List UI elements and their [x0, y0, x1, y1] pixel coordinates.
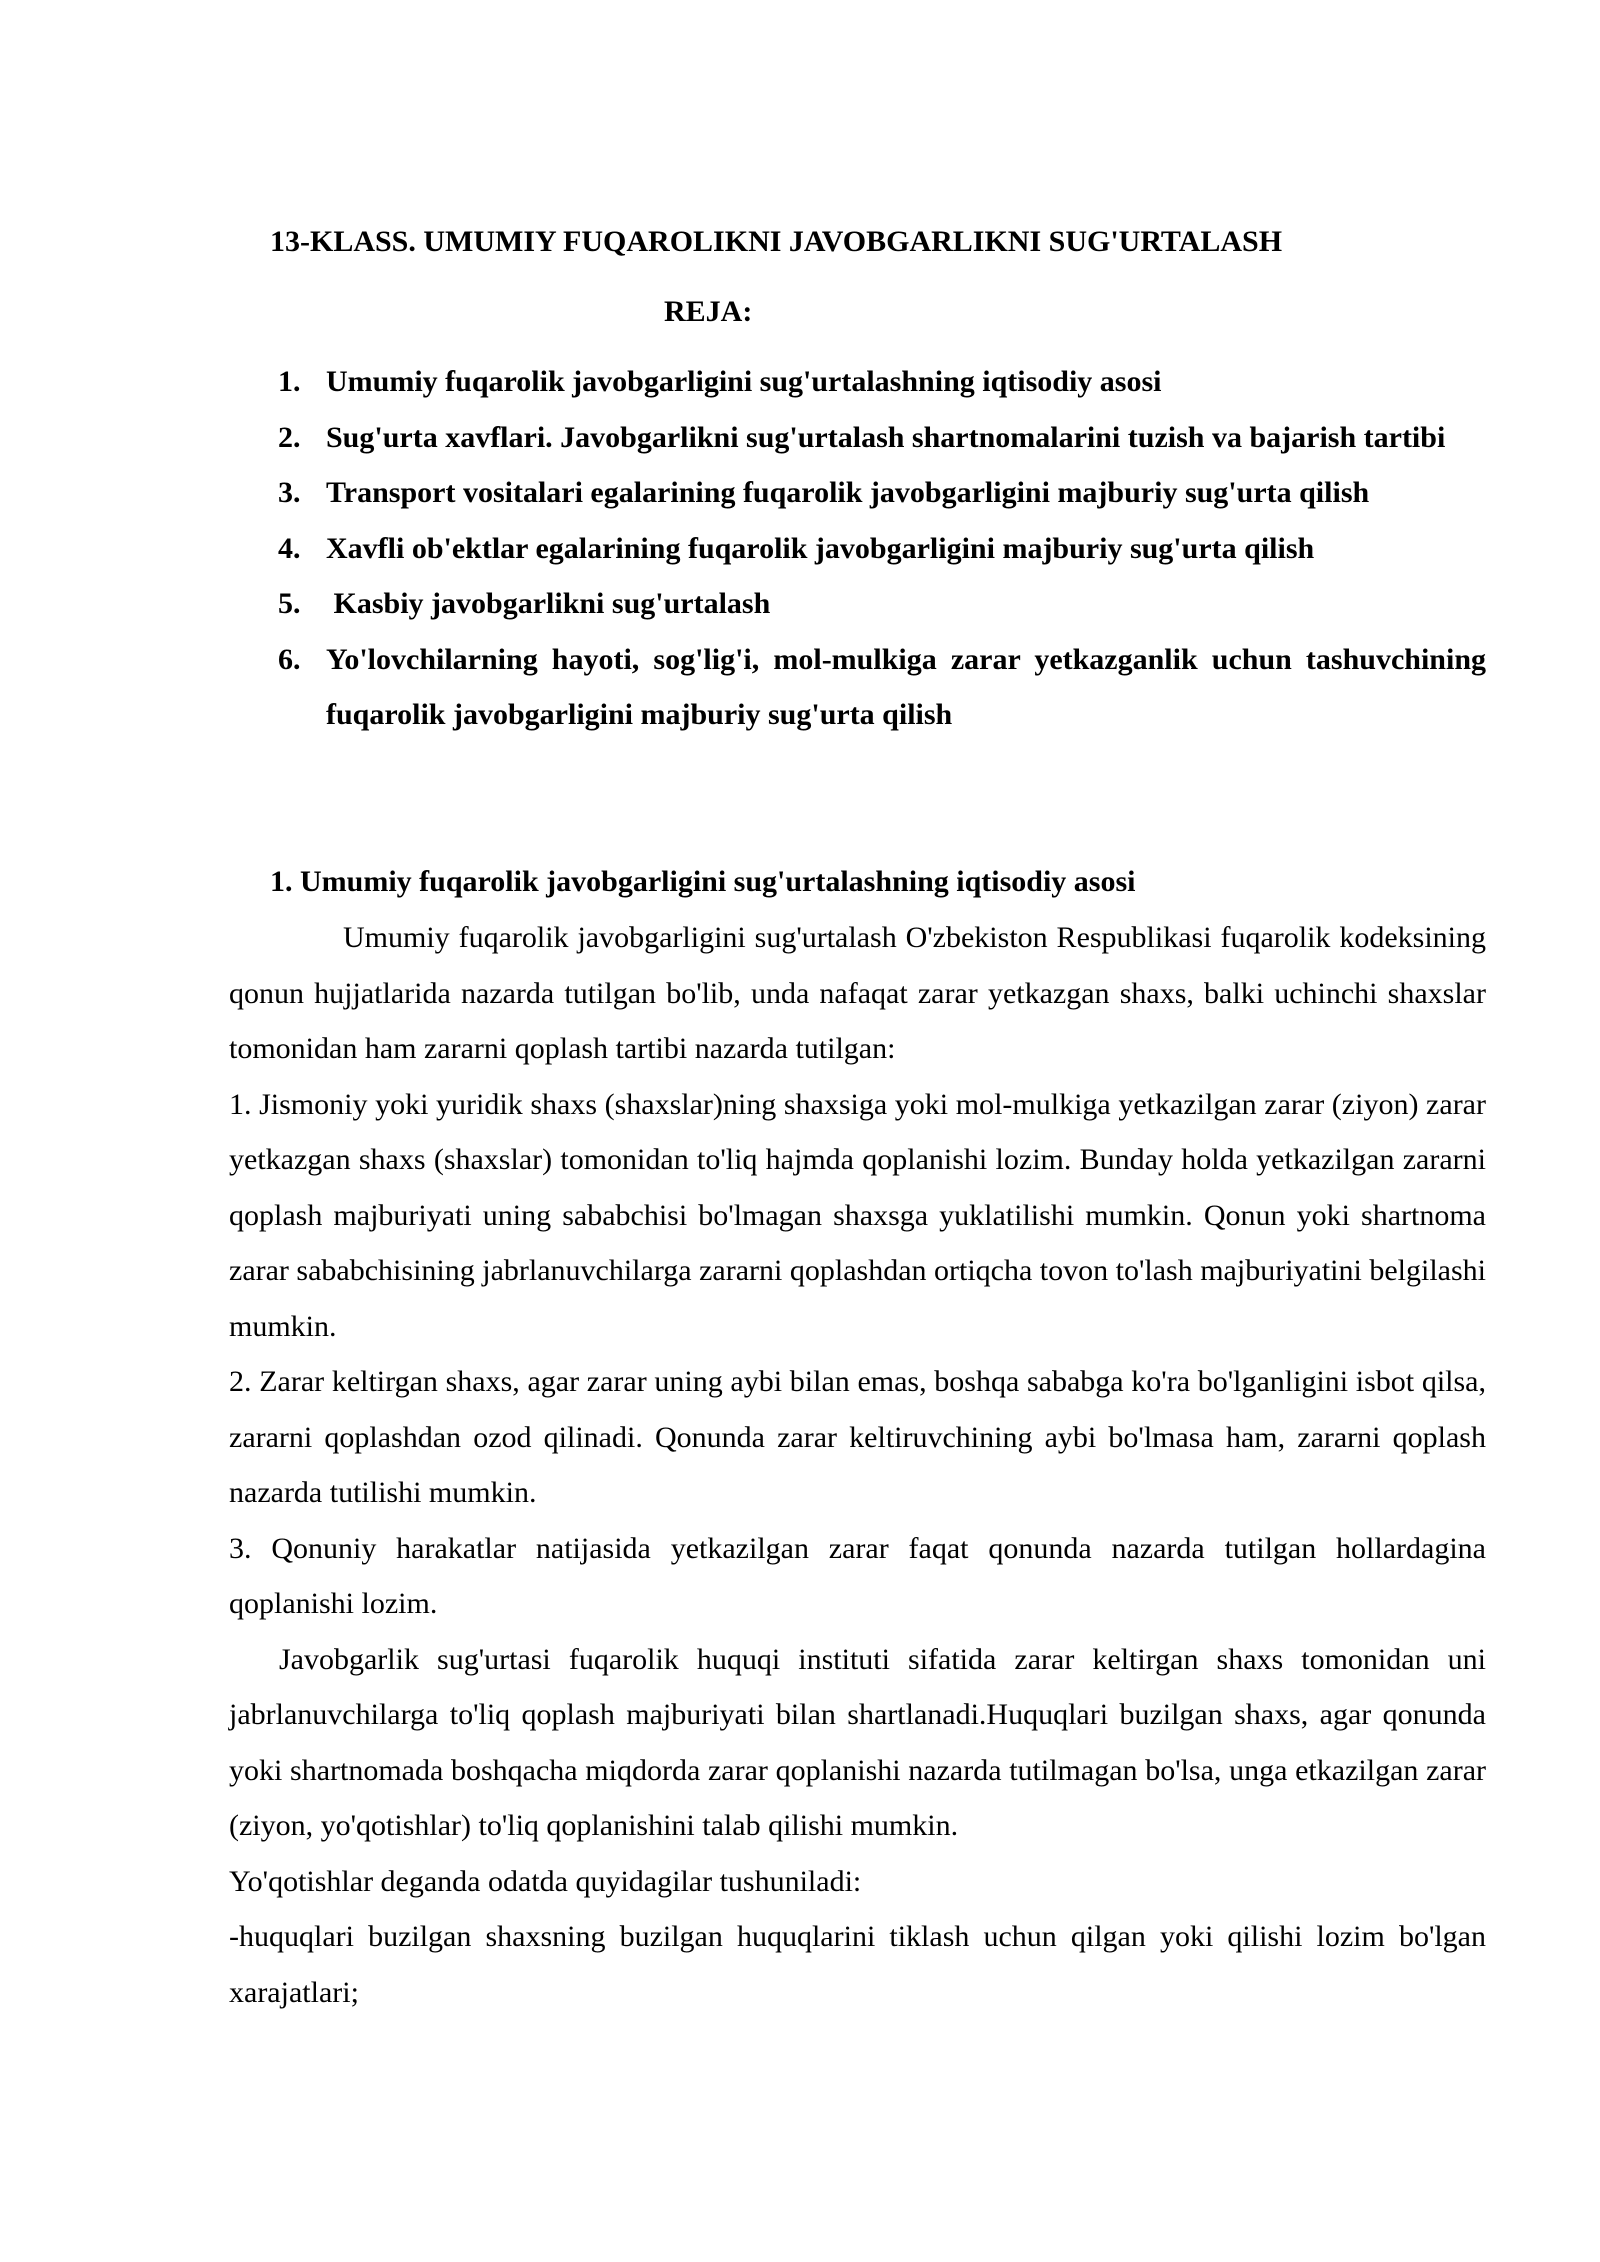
- body-text: [229, 910, 1486, 2020]
- plan-item: [270, 576, 1486, 632]
- plan-item-number: 4.: [278, 531, 301, 565]
- plan-heading: REJA:: [664, 295, 753, 328]
- paragraph: 2. Zarar keltirgan shaxs, agar zarar uning aybi bilan emas, boshqa sababga ko'ra bo'lganligini isbot qilsa, zararni qoplashdan ozod qilinadi. Qonunda zarar keltiruvchining aybi bo'lmasa ham, zararni qoplash nazarda tutilishi mumkin.: [229, 1365, 1486, 1509]
- plan-item-number: 5.: [278, 587, 301, 620]
- plan-item-number: 6.: [278, 642, 301, 676]
- plan-item: [270, 410, 1486, 466]
- plan-item: [270, 465, 1486, 521]
- paragraph: Umumiy fuqarolik javobgarligini sug'urtalash O'zbekiston Respublikasi fuqarolik kodeksining qonun hujjatlarida nazarda tutilgan bo'lib, unda nafaqat zarar yetkazgan shaxs, balki uchinchi shaxslar tomonidan ham zararni qoplash tartibi nazarda tutilgan:: [229, 921, 1486, 1065]
- paragraph: Javobgarlik sug'urtasi fuqarolik huquqi instituti sifatida zarar keltirgan shaxs tomonidan uni jabrlanuvchilarga to'liq qoplash majburiyati bilan shartlanadi.Huquqlari buzilgan shaxs, agar qonunda yoki shartnomada boshqacha miqdorda zarar qoplanishi nazarda tutilmagan bo'lsa, unga etkazilgan zarar (ziyon, yo'qotishlar) to'liq qoplanishini talab qilishi mumkin.: [229, 1642, 1486, 1842]
- plan-item: [270, 354, 1486, 410]
- plan-item-text: Yo'lovchilarning hayoti, sog'lig'i, mol-mulkiga zarar yetkazganlik uchun tashuvchining fuqarolik javobgarligini majburiy sug'urta qilish: [326, 642, 1486, 731]
- plan-item-number: 2.: [278, 420, 301, 454]
- plan-item-text: Xavfli ob'ektlar egalarining fuqarolik javobgarligini majburiy sug'urta qilish: [326, 531, 1315, 565]
- plan-item: [270, 521, 1486, 577]
- document-title: 13-KLASS. UMUMIY FUQAROLIKNI JAVOBGARLIKNI SUG'URTALASH: [270, 225, 1283, 258]
- section-heading: 1. Umumiy fuqarolik javobgarligini sug'urtalashning iqtisodiy asosi: [270, 865, 1136, 898]
- paragraph: -huquqlari buzilgan shaxsning buzilgan huquqlarini tiklash uchun qilgan yoki qilishi lozim bo'lgan xarajatlari;: [229, 1920, 1486, 2009]
- plan-item-number: 1.: [278, 365, 301, 398]
- paragraph: 1. Jismoniy yoki yuridik shaxs (shaxslar)ning shaxsiga yoki mol-mulkiga yetkazilgan zarar (ziyon) zarar yetkazgan shaxs (shaxslar) tomonidan to'liq hajmda qoplanishi lozim. Bunday holda yetkazilgan zararni qoplash majburiyati uning sababchisi bo'lmagan shaxsga yuklatilishi mumkin. Qonun yoki shartnoma zarar sababchisining jabrlanuvchilarga zararni qoplashdan ortiqcha tovon to'lash majburiyatini belgilashi mumkin.: [229, 1087, 1486, 1343]
- plan-item-text: Transport vositalari egalarining fuqarolik javobgarligini majburiy sug'urta qilish: [326, 476, 1370, 509]
- paragraph: Yo'qotishlar deganda odatda quyidagilar tushuniladi:: [229, 1864, 862, 1898]
- paragraph: 3. Qonuniy harakatlar natijasida yetkazilgan zarar faqat qonunda nazarda tutilgan hollardagina qoplanishi lozim.: [229, 1531, 1486, 1620]
- plan-item-text: Sug'urta xavflari. Javobgarlikni sug'urtalash shartnomalarini tuzish va bajarish tartibi: [326, 420, 1446, 454]
- plan-item-text: Umumiy fuqarolik javobgarligini sug'urtalashning iqtisodiy asosi: [326, 365, 1162, 398]
- plan-list: [270, 354, 1486, 743]
- plan-item-text: Kasbiy javobgarlikni sug'urtalash: [326, 587, 771, 620]
- plan-item: [270, 632, 1486, 743]
- plan-item-number: 3.: [278, 476, 301, 509]
